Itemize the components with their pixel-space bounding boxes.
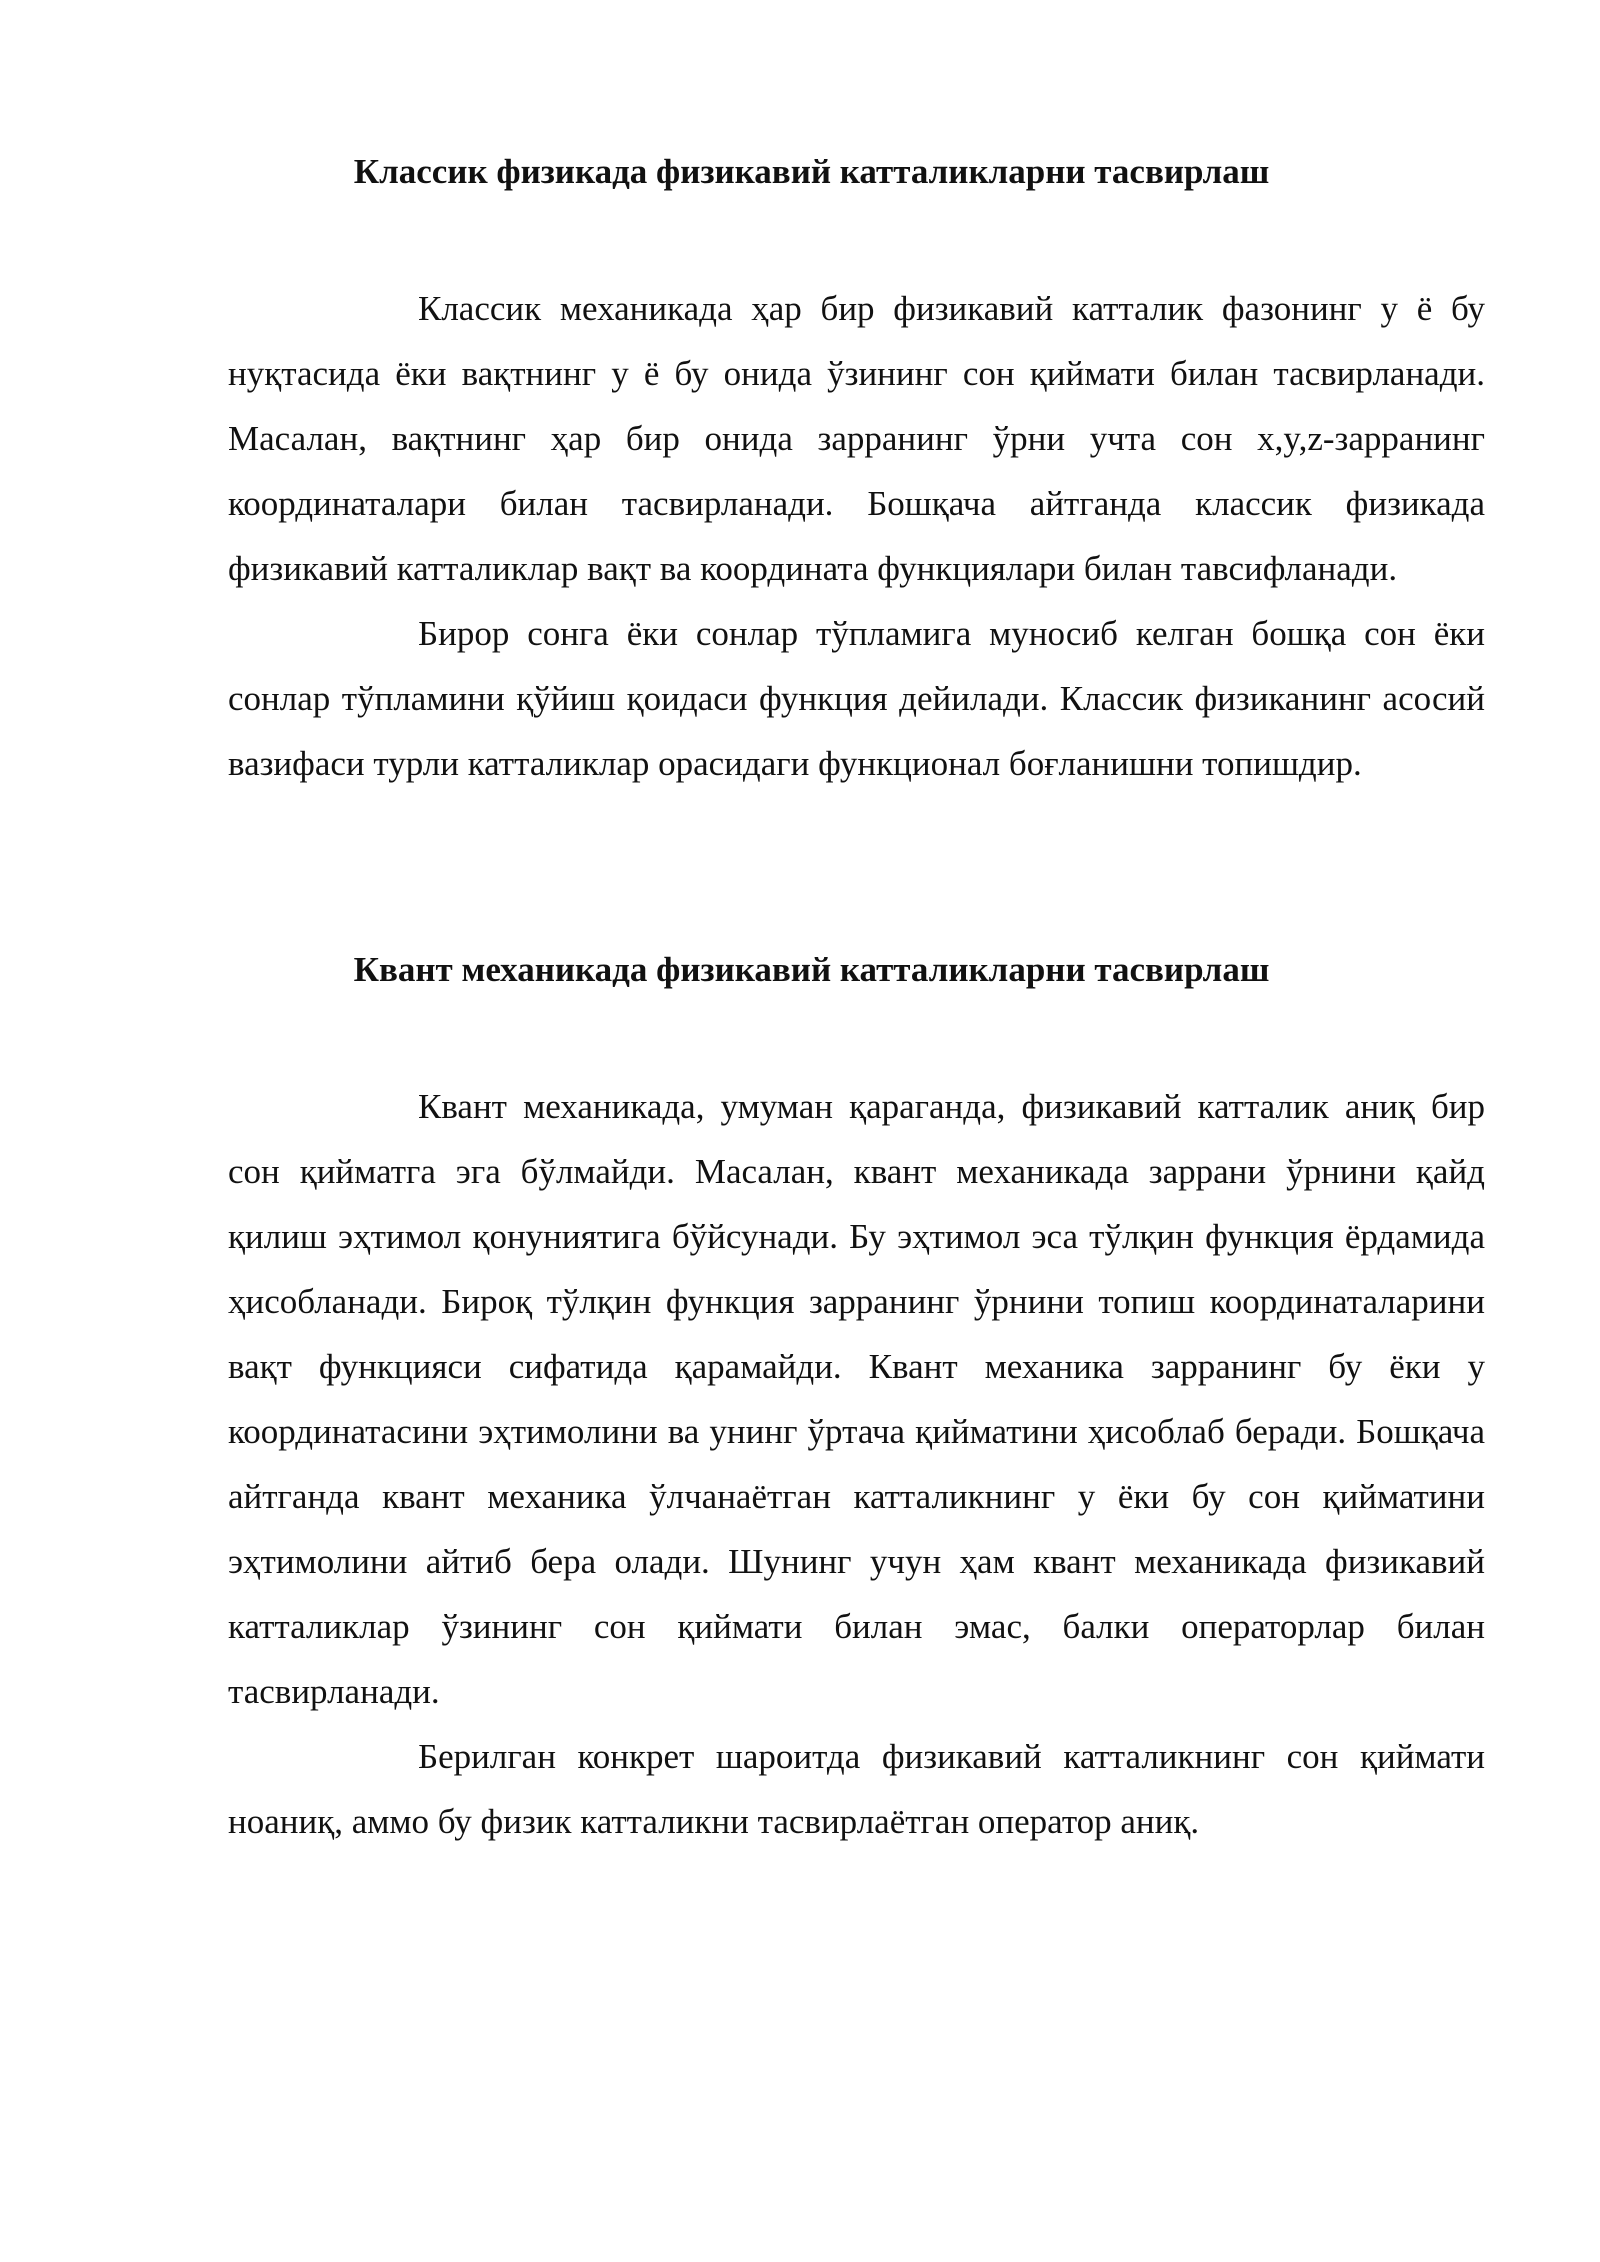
paragraph-quantum-2: Берилган конкрет шароитда физикавий катталикнинг сон қиймати ноаниқ, аммо бу физик катталикни тасвирлаётган оператор аниқ. — [228, 1737, 1485, 1841]
paragraph-classical-2: Бирор сонга ёки сонлар тўпламига муносиб келган бошқа сон ёки сонлар тўпламини қўйиш қоидаси функция дейилади. Классик физиканинг асосий вазифаси турли катталиклар орасидаги функционал боғланишни топишдир. — [228, 614, 1485, 783]
section-heading-classical: Классик физикада физикавий катталикларни тасвирлаш — [353, 152, 1270, 191]
section-heading-quantum: Квант механикада физикавий катталикларни тасвирлаш — [353, 950, 1270, 989]
document-body — [228, 148, 1485, 1854]
paragraph-classical-1: Классик механикада ҳар бир физикавий катталик фазонинг у ё бу нуқтасида ёки вақтнинг у ё бу онида ўзининг сон қиймати билан тасвирланади. Масалан, вақтнинг ҳар бир онида зарранинг ўрни учта сон x,y,z-зарранинг координаталари билан тасвирланади. Бошқача айтганда классик физикада физикавий катталиклар вақт ва координата функциялари билан тавсифланади. — [228, 289, 1485, 588]
section-quantum — [228, 946, 1485, 1854]
section-classical — [228, 148, 1485, 796]
paragraph-quantum-1: Квант механикада, умуман қараганда, физикавий катталик аниқ бир сон қийматга эга бўлмайди. Масалан, квант механикада заррани ўрнини қайд қилиш эҳтимол қонуниятига бўйсунади. Бу эҳтимол эса тўлқин функция ёрдамида ҳисобланади. Бироқ тўлқин функция зарранинг ўрнини топиш координаталарини вақт функцияси сифатида қарамайди. Квант механика зарранинг бу ёки у координатасини эҳтимолини ва унинг ўртача қийматини ҳисоблаб беради. Бошқача айтганда квант механика ўлчанаётган катталикнинг у ёки бу сон қийматини эҳтимолини айтиб бера олади. Шунинг учун ҳам квант механикада физикавий катталиклар ўзининг сон қиймати билан эмас, балки операторлар билан тасвирланади. — [228, 1087, 1485, 1711]
